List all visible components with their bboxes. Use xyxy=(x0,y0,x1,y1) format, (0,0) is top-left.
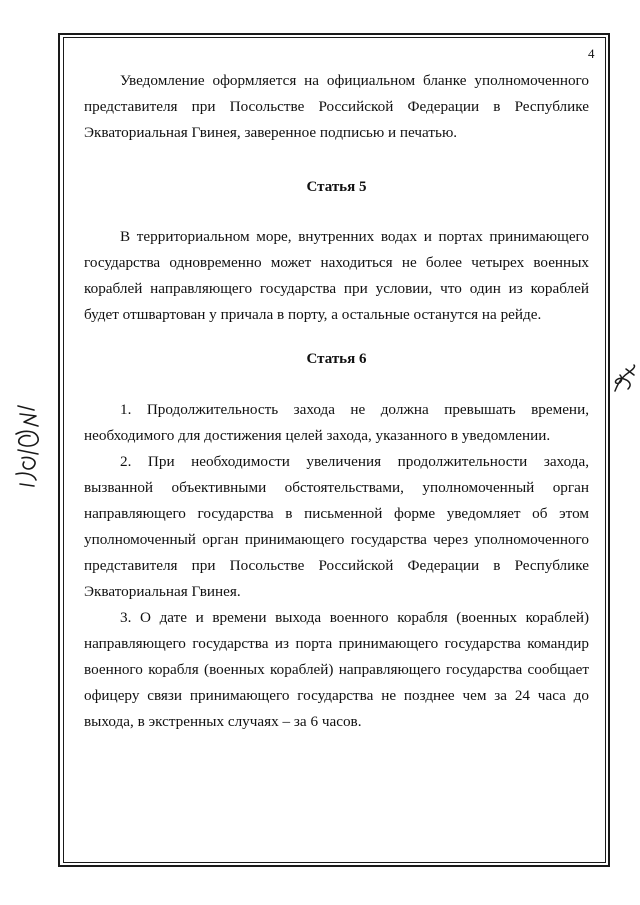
article-5-heading: Статья 5 xyxy=(306,179,367,195)
article-6-paragraph-1: 1. Продолжительность захода не должна превышать времени, необходимого для достижения целей захода, указанного в уведомлении. xyxy=(84,401,589,444)
article-6-heading: Статья 6 xyxy=(306,351,367,367)
article-5-paragraph: В территориальном море, внутренних водах и портах принимающего государства одновременно может находиться не более четырех военных кораблей направляющего государства при условии, что один из кораблей будет отшвартован у причала в порту, а остальные останутся на рейде. xyxy=(84,228,589,323)
right-margin-signature xyxy=(612,363,638,395)
page-number: 4 xyxy=(588,46,595,61)
article-6-paragraph-2: 2. При необходимости увеличения продолжительности захода, вызванной объективными обстоятельствами, уполномоченный орган направляющего государства в письменной форме уведомляет об этом уполномоченный орган принимающего государства через уполномоченного представителя при Посольстве Российской Федерации в Республике Экваториальная Гвинея. xyxy=(84,453,589,600)
article-6-paragraph-3: 3. О дате и времени выхода военного корабля (военных кораблей) направляющего государства из порта принимающего государства командир военного корабля (военных кораблей) направляющего государства сообщает офицеру связи принимающего государства не позднее чем за 24 часа до выхода, в экстренных случаях – за 6 часов. xyxy=(84,609,589,730)
left-margin-signature xyxy=(10,400,44,490)
intro-paragraph: Уведомление оформляется на официальном бланке уполномоченного представителя при Посольстве Российской Федерации в Республике Экваториальная Гвинея, заверенное подписью и печатью. xyxy=(84,72,589,141)
